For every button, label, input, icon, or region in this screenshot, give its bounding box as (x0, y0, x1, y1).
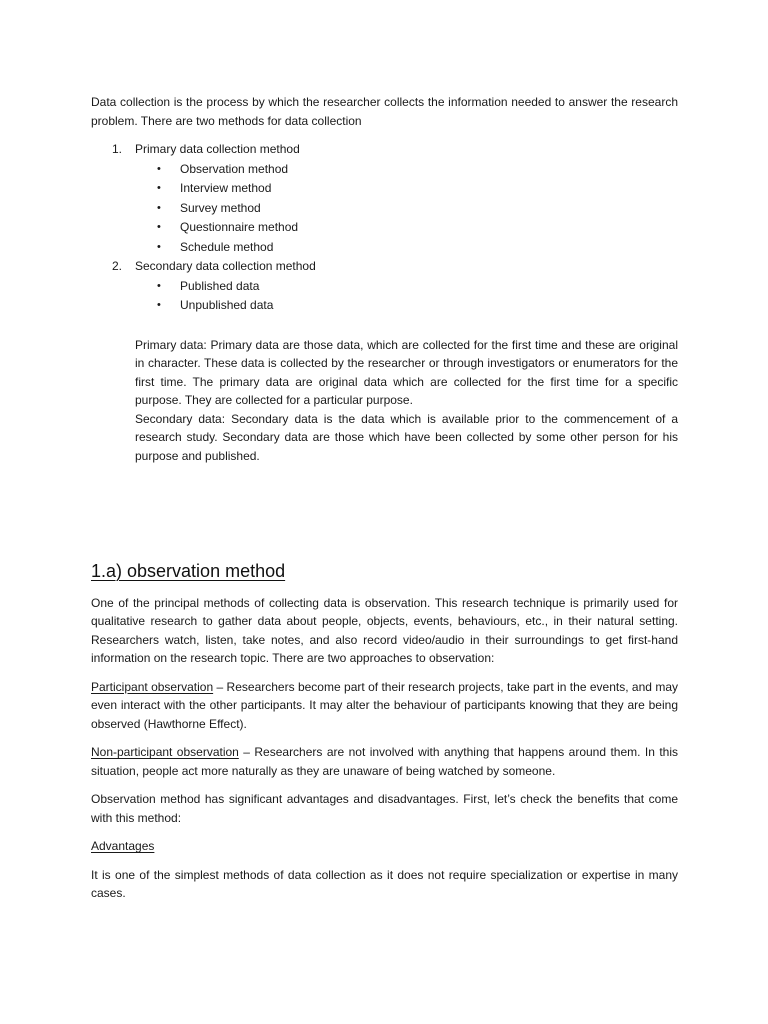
list-item (135, 160, 678, 180)
advantages-heading-text: Advantages (91, 839, 155, 854)
bullet-icon: • (157, 221, 161, 233)
list-item-label: Interview method (180, 181, 272, 195)
secondary-methods-sublist (135, 277, 678, 316)
definitions-block (135, 336, 678, 466)
method-number: 1. (112, 142, 123, 156)
list-item (135, 296, 678, 316)
primary-methods-sublist (135, 160, 678, 258)
advantages-heading (91, 837, 678, 856)
method-label: Secondary data collection method (135, 259, 316, 273)
bullet-icon: • (157, 240, 161, 253)
participant-observation-term: Participant observation (91, 679, 214, 694)
nonparticipant-observation-text: – Researchers are not involved with anything that happens around them. In this situation, people act more naturally as they are unaware of being watched by someone. (91, 745, 678, 778)
method-number: 2. (112, 259, 123, 273)
primary-data-definition: Primary data: Primary data are those data, which are collected for the first time and these are original in character. These data is collected by the researcher or through investigators or enumerators for the first time. The primary data are original data which are collected for the first time for a specific purpose. They are collected for a particular purpose. (135, 337, 678, 408)
methods-list (91, 140, 678, 316)
nonparticipant-observation-term: Non-participant observation (91, 745, 239, 760)
list-item (135, 199, 678, 219)
section-heading: 1.a) observation method (91, 560, 286, 581)
advantages-intro-paragraph: Observation method has significant advantages and disadvantages. First, let’s check the benefits that come with this method: (91, 792, 678, 825)
list-item-label: Survey method (180, 200, 261, 215)
bullet-icon: • (157, 162, 161, 175)
list-item (135, 277, 678, 297)
list-item-label: Observation method (180, 161, 289, 176)
intro-paragraph: Data collection is the process by which the researcher collects the information needed to answer the research problem. There are two methods for data collection (91, 95, 678, 128)
nonparticipant-observation-paragraph (91, 743, 678, 780)
method-secondary (91, 257, 678, 316)
list-item (135, 179, 678, 199)
observation-section (91, 594, 678, 903)
bullet-icon: • (157, 279, 161, 292)
list-item (135, 238, 678, 258)
method-label: Primary data collection method (135, 142, 300, 156)
list-item-label: Published data (180, 278, 260, 293)
participant-observation-paragraph (91, 678, 678, 734)
document-content (91, 93, 678, 913)
list-item-label: Unpublished data (180, 298, 274, 312)
bullet-icon: • (157, 201, 161, 214)
bullet-icon: • (157, 299, 161, 311)
method-primary (91, 140, 678, 257)
observation-intro-paragraph: One of the principal methods of collecting data is observation. This research technique is primarily used for qualitative research to gather data about people, objects, events, behaviours, etc., in their natural setting. Researchers watch, listen, take notes, and also record video/audio in their surroundings to get first-hand information on the research topic. There are two approaches to observation: (91, 595, 678, 666)
list-item-label: Questionnaire method (180, 220, 299, 234)
participant-observation-text: – Researchers become part of their research projects, take part in the events, and may even interact with the other participants. It may alter the behaviour of participants knowing that they are being observed (Hawthorne Effect). (91, 679, 679, 731)
list-item-label: Schedule method (180, 239, 274, 254)
advantage-paragraph: It is one of the simplest methods of data collection as it does not require specialization or expertise in many cases. (91, 867, 678, 901)
bullet-icon: • (157, 182, 161, 194)
secondary-data-definition: Secondary data: Secondary data is the data which is available prior to the commencement of a research study. Secondary data are those which have been collected by some other person for his purpose and published. (135, 411, 678, 464)
list-item (135, 218, 678, 238)
